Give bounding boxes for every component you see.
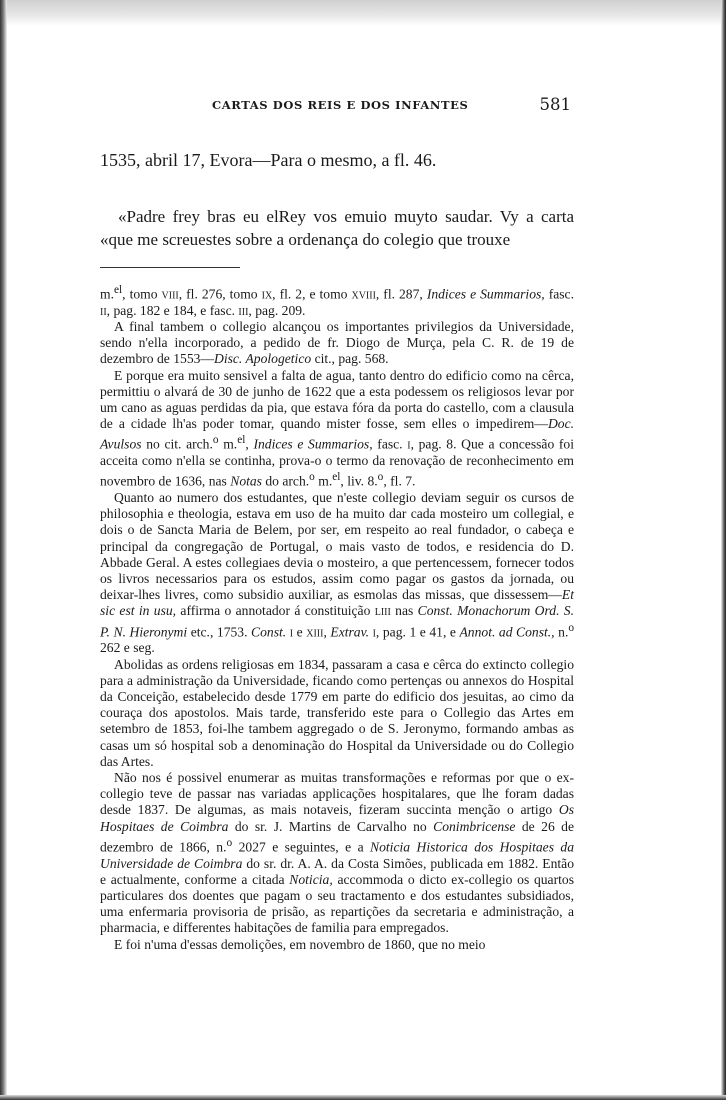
footnote-paragraph-1: m.$^{el}$, tomo viii, fl. 276, tomo ix, fl. 2, e tomo xviii, fl. 287, Indices e Summarios, fasc. ii, pag. 182 e 184, e fasc. iii, pag. 209. bbox=[100, 284, 574, 318]
running-head bbox=[100, 95, 574, 115]
footnote-paragraph-3: E porque era muito sensivel a falta de agua, tanto dentro do edificio como na cêrca, permittiu o alvará de 30 de junho de 1622 que a esta podessem os religiosos levar por um cano as aguas perdidas da pia, que estava fóra da porta do castello, com a clausula de a cidade lh'as poder tomar, quando mister fosse, sem elles o impedirem—Doc. Avulsos no cit. arch.$^o$ m.$^{el}$, Indices e Summarios, fasc. i, pag. 8. Que a concessão foi acceita como n'ella se continha, prova-o o termo da renovação de reconhecimento em novembro de 1636, nas Notas do arch.$^o$ m.$^{el}$, liv. 8.$^o$, fl. 7. bbox=[100, 367, 575, 489]
running-title: CARTAS DOS REIS E DOS INFANTES bbox=[212, 98, 469, 112]
footnote-paragraph-2: A final tambem o collegio alcançou os importantes privilegios da Universidade, sendo n'ella incorporado, a pedido de fr. Diogo de Murça, pela C. R. de 19 de dezembro de 1553—Disc. Apologetico cit., pag. 568. bbox=[100, 318, 574, 367]
scan-edge-right bbox=[721, 0, 726, 1100]
book-page bbox=[100, 95, 574, 953]
footnote-paragraph-5: Abolidas as ordens religiosas em 1834, passaram a casa e cêrca do extincto collegio para a administração da Universidade, ficando como pertenças ou annexos do Hospital da Conceição, estabelecido desde 1779 em parte do edificio dos jesuitas, ao cimo da couraça dos apostolos. Mais tarde, transferido este para o Collegio das Artes em setembro de 1853, foi-lhe tambem aggregado o de S. Jeronymo, formando ambas as casas um só hospital sob a denominação do Hospital da Universidade ou do Collegio das Artes. bbox=[100, 656, 574, 769]
letter-line-1: «Padre frey bras eu elRey vos emuio muyto saudar. Vy a carta bbox=[118, 207, 574, 226]
scan-edge-left bbox=[0, 0, 7, 1100]
letter-line-2: «que me screuestes sobre a ordenança do colegio que trouxe bbox=[100, 230, 511, 249]
entry-title: 1535, abril 17, Evora—Para o mesmo, a fl. 46. bbox=[100, 150, 437, 170]
page-number: 581 bbox=[539, 95, 571, 114]
footnote-paragraph-7: E foi n'uma d'essas demolições, em novembro de 1860, que no meio bbox=[114, 936, 486, 952]
footnote-rule bbox=[100, 267, 240, 268]
scan-shadow-top bbox=[0, 0, 726, 26]
footnote-paragraph-6: Não nos é possivel enumerar as muitas transformações e reformas por que o ex-collegio teve de passar nas variadas applicações hospitalares, que lhe foram dadas desde 1837. De algumas, as mais notaveis, fizeram succinta menção o artigo Os Hospitaes de Coimbra do sr. J. Martins de Carvalho no Conimbricense de 26 de dezembro de 1866, n.$^o$ 2027 e seguintes, e a Noticia Historica dos Hospitaes da Universidade de Coimbra do sr. dr. A. A. da Costa Simões, publicada em 1882. Então e actualmente, conforme a citada Noticia, accommoda o dicto ex-collegio os quartos particulares dos doentes que pagam o seu tractamento e dos estudantes subsidiados, uma enfermaria provisoria de prisão, as repartições da secretaria e administração, a pharmacia, e differentes habitações de familia para empregados. bbox=[100, 770, 575, 936]
footnote-paragraph-4: Quanto ao numero dos estudantes, que n'este collegio deviam seguir os cursos de philosophia e theologia, estava em uso de ha muito dar cada mosteiro um collegial, e dois o de Sancta Maria de Belem, por ser, em respeito ao real fundador, o cabeça e principal da congregação de Portugal, o mais vasto de todos, e residencia do D. Abbade Geral. A estes collegiaes devia o mosteiro, a que pertencessem, fornecer todos os livros necessarios para os estudos, assim como pagar os gastos da jornada, ou deixar-lhes livres, como subsidio auxiliar, as esmolas das missas, que dissessem—Et sic est in usu, affirma o annotador á constituição liii nas Const. Monachorum Ord. S. P. N. Hieronymi etc., 1753. Const. i e xiii, Extrav. i, pag. 1 e 41, e Annot. ad Const., n.$^o$ 262 e seg. bbox=[100, 490, 575, 656]
scan-edge-bottom bbox=[0, 1095, 726, 1100]
